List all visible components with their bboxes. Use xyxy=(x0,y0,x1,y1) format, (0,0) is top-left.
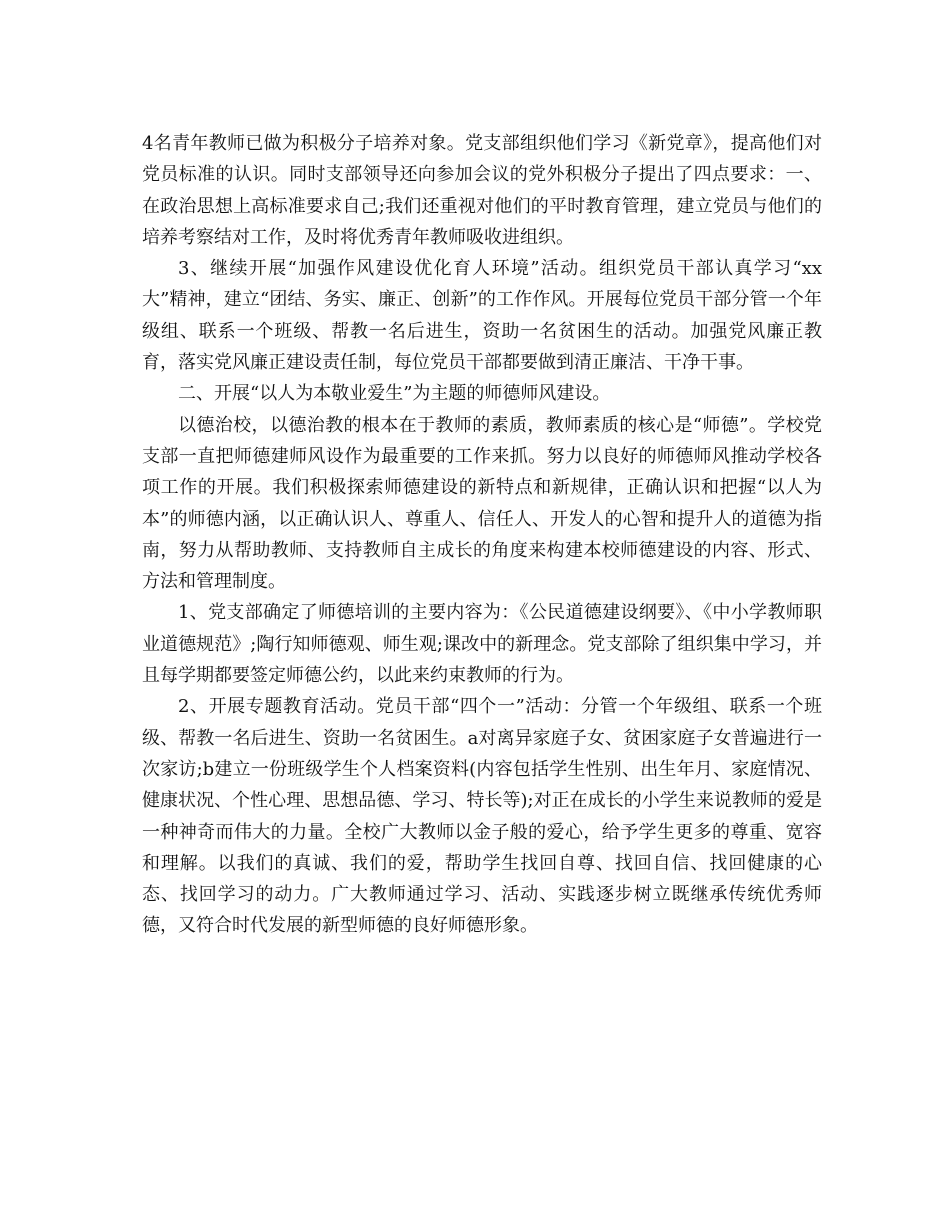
document-body xyxy=(142,128,822,942)
paragraph-section-2-intro: 以德治校，以德治教的根本在于教师的素质，教师素质的核心是“师德”。学校党支部一直把师德建师风设作为最重要的工作来抓。努力以良好的师德师风推动学校各项工作的开展。我们积极探索师德建设的新特点和新规律，正确认识和把握“以人为本”的师德内涵，以正确认识人、尊重人、信任人、开发人的心智和提升人的道德为指南，努力从帮助教师、支持教师自主成长的角度来构建本校师德建设的内容、形式、方法和管理制度。 xyxy=(142,414,822,593)
section-heading-2: 二、开展“以人为本敬业爱生”为主题的师德师风建设。 xyxy=(178,383,611,405)
paragraph-continuation: 4名青年教师已做为积极分子培养对象。党支部组织他们学习《新党章》，提高他们对党员标准的认识。同时支部领导还向参加会议的党外积极分子提出了四点要求：一、在政治思想上高标准要求自己;我们还重视对他们的平时教育管理，建立党员与他们的培养考察结对工作，及时将优秀青年教师吸收进组织。 xyxy=(142,133,822,248)
paragraph-item-1: 1、党支部确定了师德培训的主要内容为：《公民道德建设纲要》、《中小学教师职业道德规范》;陶行知师德观、师生观;课改中的新理念。党支部除了组织集中学习，并且每学期都要签定师德公约，以此来约束教师的行为。 xyxy=(142,602,822,687)
paragraph-item-2: 2、开展专题教育活动。党员干部“四个一”活动：分管一个年级组、联系一个班级、帮教一名后进生、资助一名贫困生。a对离异家庭子女、贫困家庭子女普遍进行一次家访;b建立一份班级学生个人档案资料(内容包括学生性别、出生年月、家庭情况、健康状况、个性心理、思想品德、学习、特长等);对正在成长的小学生来说教师的爱是一种神奇而伟大的力量。全校广大教师以金子般的爱心，给予学生更多的尊重、宽容和理解。以我们的真诚、我们的爱，帮助学生找回自尊、找回自信、找回健康的心态、找回学习的动力。广大教师通过学习、活动、实践逐步树立既继承传统优秀师德，又符合时代发展的新型师德的良好师德形象。 xyxy=(142,696,822,937)
paragraph-item-3: 3、继续开展“加强作风建设优化育人环境”活动。组织党员干部认真学习“xx大”精神，建立“团结、务实、廉正、创新”的工作作风。开展每位党员干部分管一个年级组、联系一个班级、帮教一名后进生，资助一名贫困生的活动。加强党风廉正教育，落实党风廉正建设责任制，每位党员干部都要做到清正廉洁、干净干事。 xyxy=(142,258,822,374)
